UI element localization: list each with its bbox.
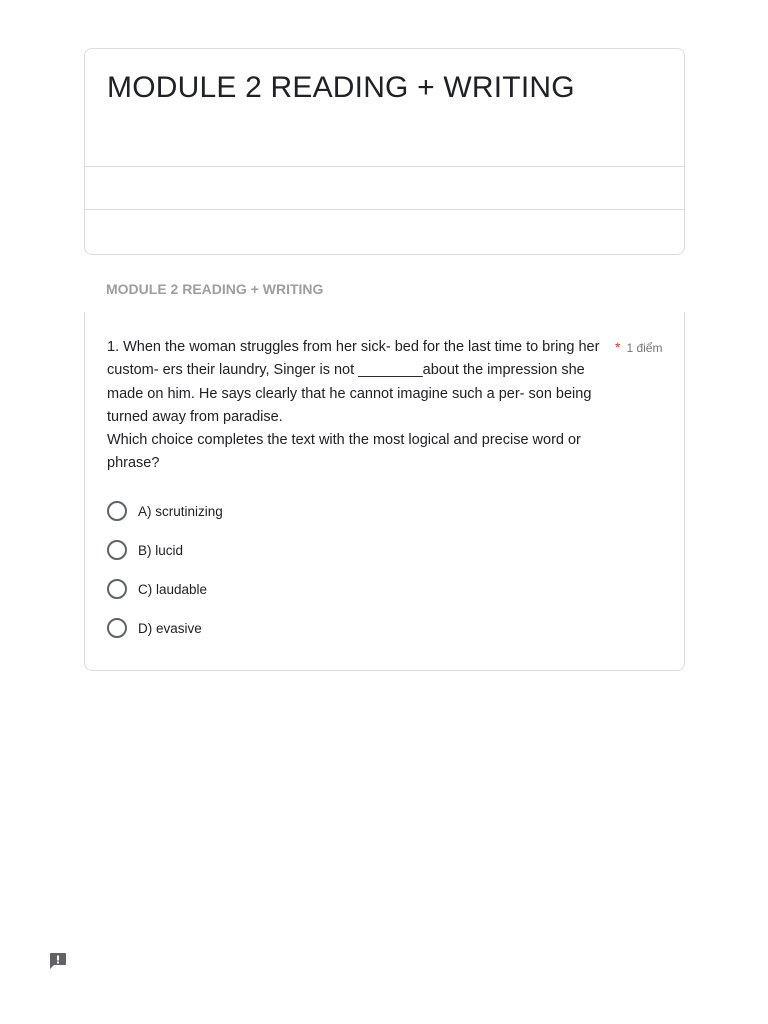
- points-label: 1 điểm: [626, 341, 663, 355]
- option-b[interactable]: [107, 539, 183, 561]
- header-divider: [85, 209, 684, 210]
- question-text: [107, 336, 607, 476]
- option-label: C) laudable: [138, 581, 208, 597]
- option-label: B) lucid: [138, 542, 184, 558]
- question-card: [84, 312, 685, 671]
- header-divider: [85, 166, 684, 167]
- question-points: [615, 339, 662, 355]
- option-c[interactable]: [107, 578, 207, 600]
- question-paragraph: Which choice completes the text with the most logical and precise word or phrase?: [107, 432, 581, 472]
- option-label: D) evasive: [138, 620, 202, 636]
- option-a[interactable]: [107, 500, 223, 522]
- form-title: MODULE 2 READING + WRITING: [107, 71, 575, 104]
- option-d[interactable]: [107, 617, 202, 639]
- radio-button[interactable]: [107, 618, 127, 638]
- radio-button[interactable]: [107, 501, 127, 521]
- report-feedback-icon[interactable]: [48, 951, 68, 971]
- radio-button[interactable]: [107, 579, 127, 599]
- form-header-card: [84, 48, 685, 255]
- question-paragraph: 1. When the woman struggles from her sick- bed for the last time to bring her custom- ers their laundry, Singer is not ________about the impression she made on him. He says clearly that he cannot imagine such a per- son being turned away from paradise.: [107, 339, 600, 425]
- option-label: A) scrutinizing: [138, 503, 223, 519]
- required-asterisk: *: [615, 339, 621, 355]
- section-title: MODULE 2 READING + WRITING: [106, 281, 324, 297]
- radio-button[interactable]: [107, 540, 127, 560]
